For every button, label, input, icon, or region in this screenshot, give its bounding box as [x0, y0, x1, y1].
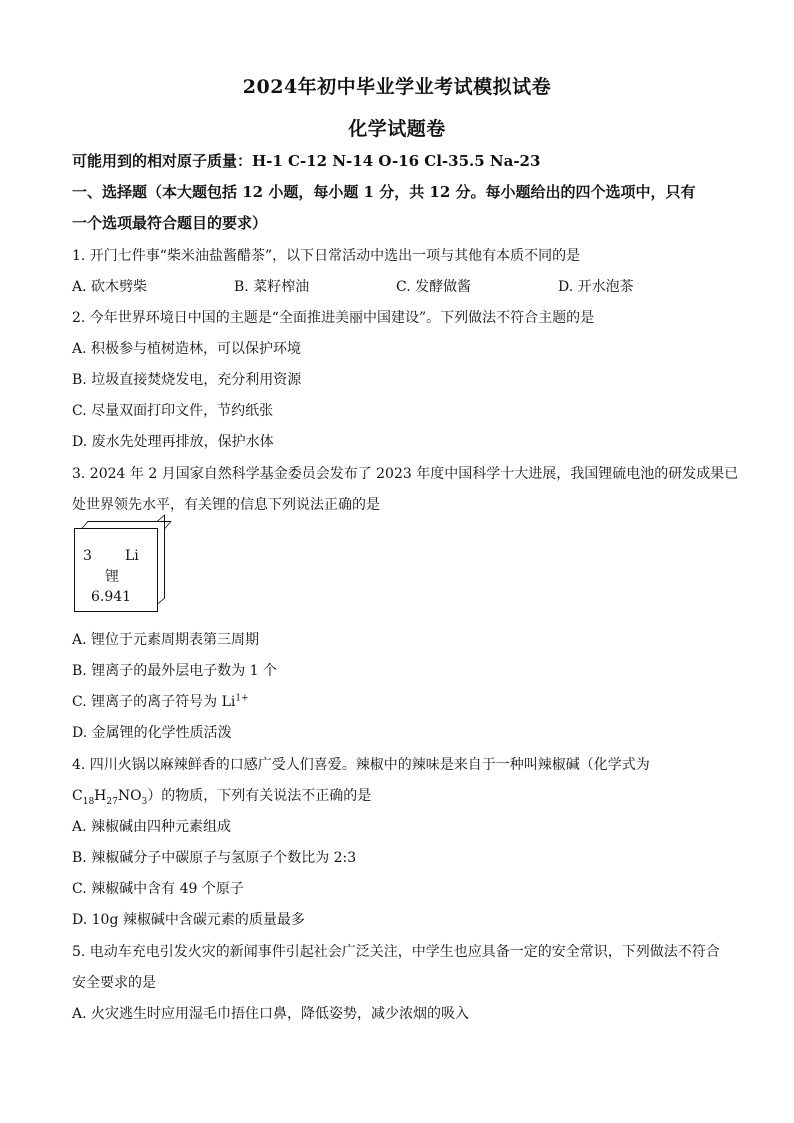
exam-title: 2024年初中毕业学业考试模拟试卷	[242, 76, 552, 98]
q3-option-c-text: C. 锂离子的离子符号为 Li	[72, 694, 236, 710]
q2-option-a: A. 积极参与植树造林，可以保护环境	[72, 341, 302, 357]
q1-option-a: A. 砍木劈柴	[72, 279, 148, 295]
q4-stem-line1: 4. 四川火锅以麻辣鲜香的口感广受人们喜爱。辣椒中的辣味是来自于一种叫辣椒碱（化学式为	[72, 757, 650, 773]
q1-option-b: B. 菜籽榨油	[234, 279, 310, 295]
section-heading-line2: 一个选项最符合题目的要求）	[72, 214, 268, 232]
formula-h-count: 27	[106, 796, 118, 807]
q4-stem-line2-rest: ）的物质，下列有关说法不正确的是	[147, 788, 372, 804]
q4-option-b: B. 辣椒碱分子中碳原子与氢原子个数比为 2:3	[72, 850, 357, 866]
q5-stem-line1: 5. 电动车充电引发火灾的新闻事件引起社会广泛关注，中学生也应具备一定的安全常识，下列做法不符合	[72, 944, 720, 960]
q3-stem-line1: 3. 2024 年 2 月国家自然科学基金委员会发布了 2023 年度中国科学十大进展，我国锂硫电池的研发成果已	[72, 466, 739, 482]
formula-c-count: 18	[82, 796, 95, 807]
element-tile-lithium	[74, 528, 158, 612]
q2-option-b: B. 垃圾直接焚烧发电，充分利用资源	[72, 372, 302, 388]
formula-o-count: 3	[141, 796, 148, 807]
element-atomic-number: 3	[83, 548, 92, 564]
q3-option-a: A. 锂位于元素周期表第三周期	[72, 632, 260, 648]
formula-no: NO	[117, 788, 142, 804]
formula-h: H	[94, 788, 107, 804]
q1-stem: 1. 开门七件事“柴米油盐酱醋茶”，以下日常活动中选出一项与其他有本质不同的是	[72, 248, 581, 264]
q4-stem-line2	[72, 785, 732, 807]
q1-option-d: D. 开水泡茶	[558, 279, 634, 295]
section-heading-line1: 一、选择题（本大题包括 12 小题，每小题 1 分，共 12 分。每小题给出的四个选项中，只有	[72, 183, 696, 201]
q5-option-a: A. 火灾逃生时应用湿毛巾捂住口鼻，降低姿势，减少浓烟的吸入	[72, 1006, 470, 1022]
element-symbol: Li	[125, 548, 139, 564]
element-atomic-mass: 6.941	[91, 589, 132, 605]
q3-option-b: B. 锂离子的最外层电子数为 1 个	[72, 663, 277, 679]
q3-option-d: D. 金属锂的化学性质活泼	[72, 725, 232, 741]
formula-c: C	[72, 788, 83, 804]
q5-stem-line2: 安全要求的是	[72, 975, 156, 991]
q2-option-d: D. 废水先处理再排放，保护水体	[72, 434, 274, 450]
exam-subtitle: 化学试题卷	[348, 118, 446, 140]
q4-option-a: A. 辣椒碱由四种元素组成	[72, 819, 232, 835]
q2-stem: 2. 今年世界环境日中国的主题是“全面推进美丽中国建设”。下列做法不符合主题的是	[72, 310, 595, 326]
q1-option-c: C. 发酵做酱	[396, 279, 472, 295]
q4-option-c: C. 辣椒碱中含有 49 个原子	[72, 881, 244, 897]
q2-option-c: C. 尽量双面打印文件，节约纸张	[72, 403, 274, 419]
q4-option-d: D. 10g 辣椒碱中含碳元素的质量最多	[72, 912, 305, 928]
atomic-masses: 可能用到的相对原子质量：H-1 C-12 N-14 O-16 Cl-35.5 Na-23	[72, 152, 541, 170]
q3-stem-line2: 处世界领先水平，有关锂的信息下列说法正确的是	[72, 497, 380, 513]
ion-charge: 1+	[235, 693, 249, 704]
q3-option-c	[72, 691, 732, 711]
element-name: 锂	[105, 569, 119, 585]
